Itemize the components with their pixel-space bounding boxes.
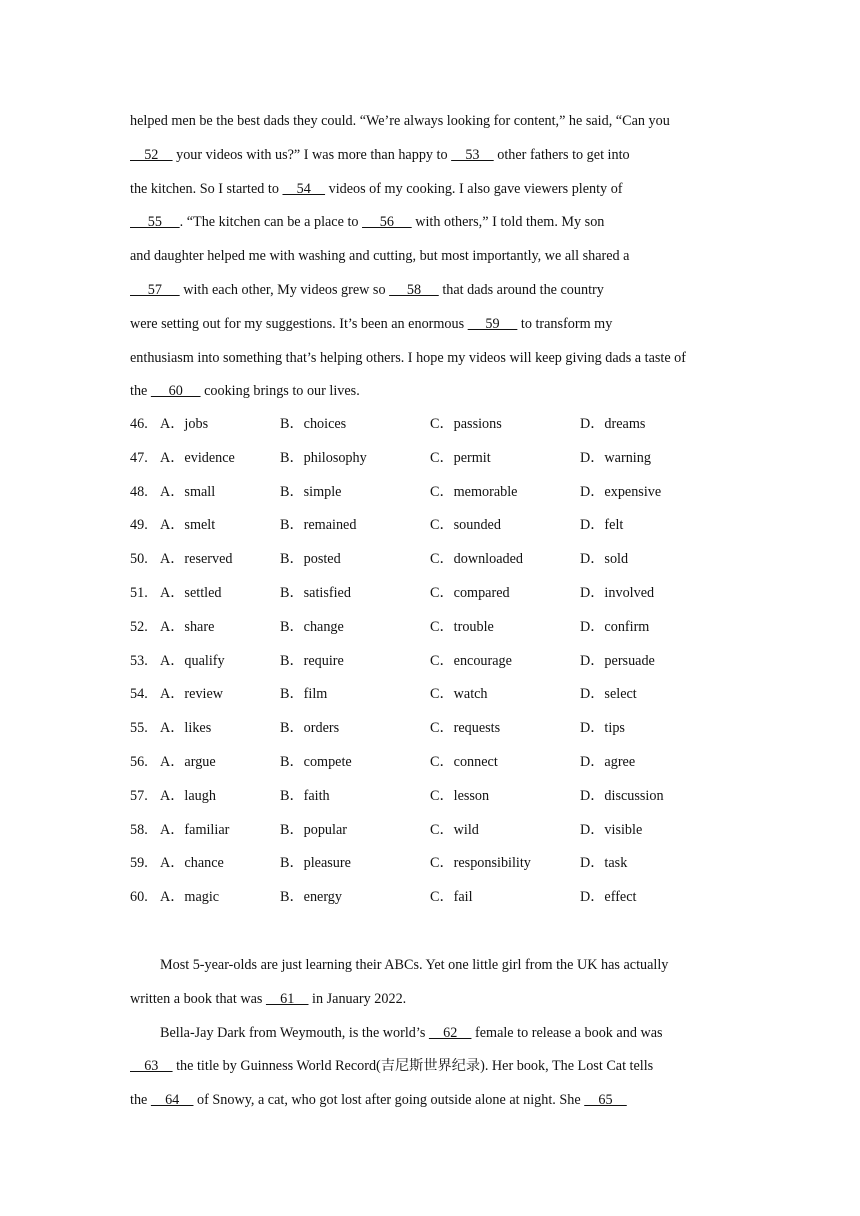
option-b: B．film <box>280 686 328 703</box>
option-b: B．popular <box>280 821 347 838</box>
option-c: C．compared <box>430 584 510 601</box>
blank-55: 55 <box>130 214 180 231</box>
text-run: and daughter helped me with washing and cutting, but most importantly, we all shared a <box>130 248 630 265</box>
option-a: A．evidence <box>160 449 235 466</box>
option-b: B．energy <box>280 889 342 906</box>
blank-65: 65 <box>584 1092 627 1109</box>
option-d: D．persuade <box>580 652 655 669</box>
text-run: written a book that was <box>130 990 266 1007</box>
option-d: D．warning <box>580 449 651 466</box>
blank-63: 63 <box>130 1058 173 1075</box>
option-a: A．small <box>160 483 216 500</box>
blank-64: 64 <box>150 1092 194 1109</box>
option-c: C．wild <box>430 821 479 838</box>
option-b: B．change <box>280 618 344 635</box>
option-a: A．share <box>160 618 215 635</box>
text-run: your videos with us?” I was more than happy to <box>172 146 452 163</box>
option-c: C．encourage <box>430 652 512 669</box>
question-number: 56. <box>130 753 148 770</box>
question-number: 50. <box>130 551 148 568</box>
option-c: C．requests <box>430 720 501 737</box>
option-c: C．downloaded <box>430 551 523 568</box>
option-c: C．connect <box>430 753 498 770</box>
option-d: D．select <box>580 686 637 703</box>
option-a: A．review <box>160 686 224 703</box>
text-run: with each other, My videos grew so <box>179 281 390 298</box>
text-line <box>130 173 730 207</box>
text-line <box>130 105 730 139</box>
option-d: D．expensive <box>580 483 662 500</box>
option-b: B．faith <box>280 787 330 804</box>
text-run: videos of my cooking. I also gave viewers plenty of <box>325 180 623 197</box>
option-a: A．argue <box>160 753 216 770</box>
question-number: 59. <box>130 855 148 872</box>
text-run: the <box>130 1092 151 1109</box>
text-line <box>130 949 730 983</box>
text-line <box>130 1017 730 1051</box>
option-a: A．familiar <box>160 821 230 838</box>
text-run: the kitchen. So I started to <box>130 180 283 197</box>
option-c: C．fail <box>430 889 473 906</box>
question-number: 48. <box>130 483 148 500</box>
text-line <box>130 308 730 342</box>
option-d: D．task <box>580 855 628 872</box>
text-run: in January 2022. <box>308 990 407 1007</box>
text-run: Bella-Jay Dark from Weymouth, is the world’s <box>160 1024 429 1041</box>
blank-60: 60 <box>150 383 201 400</box>
option-b: B．simple <box>280 483 342 500</box>
question-number: 47. <box>130 449 148 466</box>
blank-59: 59 <box>467 315 518 332</box>
text-run: that dads around the country <box>438 281 604 298</box>
text-run: the <box>130 383 151 400</box>
text-line <box>130 274 730 308</box>
option-b: B．require <box>280 652 344 669</box>
question-number: 53. <box>130 652 148 669</box>
option-c: C．lesson <box>430 787 490 804</box>
passage-cloze-2 <box>130 949 730 1118</box>
option-a: A．reserved <box>160 551 233 568</box>
text-run: were setting out for my suggestions. It’s been an enormous <box>130 315 468 332</box>
option-a: A．qualify <box>160 652 225 669</box>
text-run: cooking brings to our lives. <box>200 383 360 400</box>
option-a: A．chance <box>160 855 224 872</box>
text-line <box>130 1084 730 1118</box>
text-run: other fathers to get into <box>493 146 630 163</box>
option-b: B．satisfied <box>280 584 351 601</box>
option-c: C．passions <box>430 416 502 432</box>
question-number: 51. <box>130 584 148 601</box>
option-a: A．settled <box>160 584 222 601</box>
option-d: D．agree <box>580 753 636 770</box>
question-number: 55. <box>130 720 148 737</box>
blank-61: 61 <box>265 990 309 1007</box>
text-run: to transform my <box>517 315 613 332</box>
question-number: 60. <box>130 889 148 906</box>
text-line <box>130 240 730 274</box>
text-line <box>130 1050 730 1084</box>
option-d: D．visible <box>580 821 643 838</box>
option-c: C．memorable <box>430 483 518 500</box>
text-line <box>130 375 730 409</box>
blank-56: 56 <box>362 214 412 231</box>
option-b: B．compete <box>280 753 352 770</box>
option-d: D．felt <box>580 517 624 534</box>
option-c: C．watch <box>430 686 488 703</box>
text-run: enthusiasm into something that’s helping others. I hope my videos will keep giving dads a taste of <box>130 349 686 366</box>
blank-58: 58 <box>389 281 439 298</box>
option-a: A．magic <box>160 889 220 906</box>
blank-62: 62 <box>428 1024 472 1041</box>
text-line <box>130 206 730 240</box>
option-b: B．choices <box>280 416 347 432</box>
passage-cloze-1 <box>130 105 730 409</box>
question-number: 49. <box>130 517 148 534</box>
question-number: 52. <box>130 618 148 635</box>
question-number: 58. <box>130 821 148 838</box>
option-b: B．philosophy <box>280 449 367 466</box>
option-b: B．orders <box>280 720 340 737</box>
blank-57: 57 <box>130 281 180 298</box>
option-a: A．jobs <box>160 416 209 432</box>
text-run: the title by Guinness World Record(吉尼斯世界纪录). Her book, The Lost Cat tells <box>172 1058 654 1075</box>
question-number: 57. <box>130 787 148 804</box>
option-c: C．responsibility <box>430 855 531 872</box>
blank-53: 53 <box>451 146 494 163</box>
option-a: A．likes <box>160 720 212 737</box>
question-number: 46. <box>130 416 148 432</box>
text-run: female to release a book and was <box>471 1024 663 1041</box>
option-b: B．posted <box>280 551 341 568</box>
option-d: D．involved <box>580 584 655 601</box>
option-d: D．discussion <box>580 787 664 804</box>
text-run: Most 5-year-olds are just learning their ABCs. Yet one little girl from the UK has actually <box>160 957 669 973</box>
option-c: C．trouble <box>430 618 494 635</box>
blank-54: 54 <box>282 180 326 197</box>
option-a: A．laugh <box>160 787 216 804</box>
option-b: B．pleasure <box>280 855 351 872</box>
text-run: of Snowy, a cat, who got lost after going outside alone at night. She <box>193 1092 585 1109</box>
blank-52: 52 <box>130 146 173 163</box>
option-d: D．confirm <box>580 618 650 635</box>
option-d: D．effect <box>580 889 637 906</box>
text-run: . “The kitchen can be a place to <box>179 214 363 231</box>
question-number: 54. <box>130 686 148 703</box>
text-run: with others,” I told them. My son <box>411 214 605 231</box>
text-line <box>130 139 730 173</box>
text-line <box>130 983 730 1017</box>
option-c: C．permit <box>430 449 491 466</box>
text-line <box>130 342 730 376</box>
option-d: D．tips <box>580 720 625 737</box>
option-d: D．sold <box>580 551 629 568</box>
option-a: A．smelt <box>160 517 216 534</box>
option-d: D．dreams <box>580 416 646 432</box>
text-run: helped men be the best dads they could. “We’re always looking for content,” he said, “Can you <box>130 113 670 129</box>
option-b: B．remained <box>280 517 357 534</box>
option-c: C．sounded <box>430 517 501 534</box>
